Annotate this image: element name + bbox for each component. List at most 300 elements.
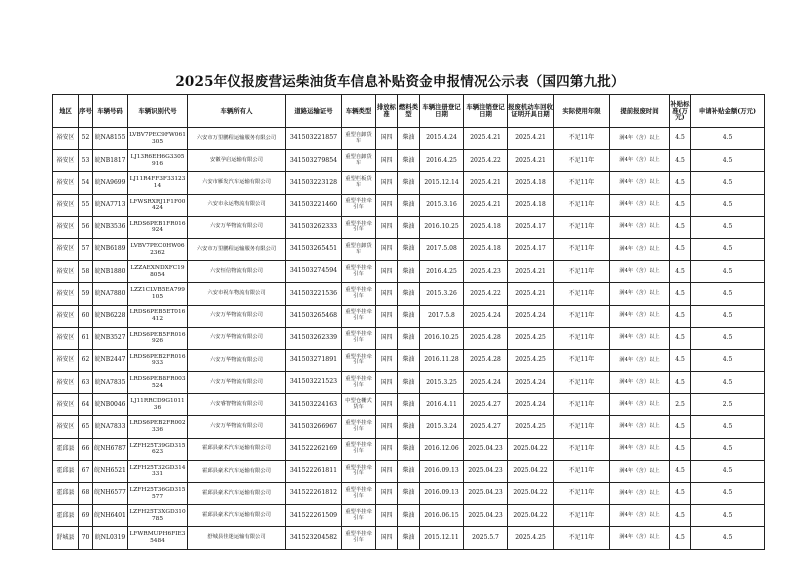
cell-years: 不足11年 xyxy=(554,505,610,527)
cell-plate: 皖NH6521 xyxy=(93,460,128,482)
cell-amount: 4.5 xyxy=(691,261,765,283)
cell-fuel: 柴油 xyxy=(398,394,420,416)
cell-permit: 341503266967 xyxy=(286,416,342,438)
cell-early-time: 满4年（含）以上 xyxy=(610,416,670,438)
cell-emission: 国四 xyxy=(376,483,398,505)
cell-cancel-date: 2025.4.28 xyxy=(464,349,508,371)
cell-fuel: 柴油 xyxy=(398,349,420,371)
table-row xyxy=(53,460,765,482)
cell-recycle-date: 2025.4.21 xyxy=(508,283,554,305)
cell-region: 舒城县 xyxy=(53,527,79,549)
cell-years: 不足11年 xyxy=(554,483,610,505)
cell-permit: 341522261811 xyxy=(286,460,342,482)
cell-reg-date: 2016.4.11 xyxy=(420,394,464,416)
cell-amount: 4.5 xyxy=(691,505,765,527)
table-row xyxy=(53,416,765,438)
cell-vin: LZZ1CLVB5EA799105 xyxy=(128,283,188,305)
cell-standard: 4.5 xyxy=(670,438,691,460)
cell-cancel-date: 2025.4.23 xyxy=(464,261,508,283)
cell-seq: 61 xyxy=(79,327,93,349)
cell-standard: 4.5 xyxy=(670,460,691,482)
cell-early-time: 满4年（含）以上 xyxy=(610,172,670,194)
cell-recycle-date: 2025.4.25 xyxy=(508,327,554,349)
column-header-cancel-date: 车辆注销登记日期 xyxy=(464,95,508,128)
cell-emission: 国四 xyxy=(376,416,398,438)
cell-permit: 341503271891 xyxy=(286,349,342,371)
cell-fuel: 柴油 xyxy=(398,460,420,482)
cell-owner: 六安万华物流有限公司 xyxy=(188,349,286,371)
cell-fuel: 柴油 xyxy=(398,505,420,527)
cell-amount: 4.5 xyxy=(691,460,765,482)
cell-vin: LRDS6PEB2FR002336 xyxy=(128,416,188,438)
table-row xyxy=(53,505,765,527)
cell-amount: 4.5 xyxy=(691,438,765,460)
cell-cancel-date: 2025.4.27 xyxy=(464,416,508,438)
cell-region: 裕安区 xyxy=(53,327,79,349)
table-row xyxy=(53,438,765,460)
column-header-amount: 申请补贴金额(万元) xyxy=(691,95,765,128)
cell-amount: 4.5 xyxy=(691,283,765,305)
cell-owner: 霍邱县豪术汽车运输有限公司 xyxy=(188,438,286,460)
cell-recycle-date: 2025.4.25 xyxy=(508,416,554,438)
cell-emission: 国四 xyxy=(376,305,398,327)
cell-emission: 国四 xyxy=(376,261,398,283)
cell-region: 裕安区 xyxy=(53,305,79,327)
subsidy-table xyxy=(52,94,765,550)
cell-vin: LZZAEXNDXFC198054 xyxy=(128,261,188,283)
cell-emission: 国四 xyxy=(376,527,398,549)
column-header-emission: 排放标准 xyxy=(376,95,398,128)
cell-amount: 4.5 xyxy=(691,150,765,172)
cell-emission: 国四 xyxy=(376,216,398,238)
cell-standard: 4.5 xyxy=(670,261,691,283)
table-row xyxy=(53,172,765,194)
cell-amount: 4.5 xyxy=(691,349,765,371)
cell-recycle-date: 2025.4.24 xyxy=(508,372,554,394)
cell-early-time: 满4年（含）以上 xyxy=(610,327,670,349)
cell-emission: 国四 xyxy=(376,349,398,371)
cell-cancel-date: 2025.4.24 xyxy=(464,372,508,394)
cell-recycle-date: 2025.4.24 xyxy=(508,305,554,327)
cell-recycle-date: 2025.04.22 xyxy=(508,483,554,505)
cell-region: 裕安区 xyxy=(53,261,79,283)
cell-emission: 国四 xyxy=(376,128,398,150)
cell-fuel: 柴油 xyxy=(398,327,420,349)
cell-early-time: 满4年（含）以上 xyxy=(610,438,670,460)
column-header-permit: 道路运输证号 xyxy=(286,95,342,128)
cell-years: 不足11年 xyxy=(554,527,610,549)
cell-vehicle-type: 重型半挂牵引车 xyxy=(342,460,376,482)
cell-region: 裕安区 xyxy=(53,172,79,194)
table-row xyxy=(53,150,765,172)
cell-plate: 皖NL0319 xyxy=(93,527,128,549)
cell-early-time: 满4年（含）以上 xyxy=(610,349,670,371)
cell-vehicle-type: 重型半挂牵引车 xyxy=(342,305,376,327)
cell-owner: 六安市祝车物流有限公司 xyxy=(188,283,286,305)
cell-years: 不足11年 xyxy=(554,438,610,460)
cell-permit: 341503221536 xyxy=(286,283,342,305)
cell-cancel-date: 2025.04.23 xyxy=(464,438,508,460)
cell-reg-date: 2016.12.06 xyxy=(420,438,464,460)
cell-emission: 国四 xyxy=(376,372,398,394)
cell-permit: 341503265451 xyxy=(286,238,342,260)
column-header-owner: 车辆所有人 xyxy=(188,95,286,128)
cell-cancel-date: 2025.4.27 xyxy=(464,394,508,416)
cell-plate: 皖NA7713 xyxy=(93,194,128,216)
cell-vehicle-type: 重型半挂牵引车 xyxy=(342,261,376,283)
cell-standard: 4.5 xyxy=(670,416,691,438)
cell-recycle-date: 2025.4.17 xyxy=(508,216,554,238)
cell-standard: 4.5 xyxy=(670,128,691,150)
cell-vin: LZFH25T39GD315623 xyxy=(128,438,188,460)
cell-fuel: 柴油 xyxy=(398,527,420,549)
cell-fuel: 柴油 xyxy=(398,438,420,460)
cell-seq: 63 xyxy=(79,372,93,394)
cell-vin: LZFH25T3XGD310785 xyxy=(128,505,188,527)
cell-vehicle-type: 重型半挂牵引车 xyxy=(342,416,376,438)
cell-cancel-date: 2025.4.21 xyxy=(464,128,508,150)
cell-reg-date: 2016.10.25 xyxy=(420,216,464,238)
cell-seq: 60 xyxy=(79,305,93,327)
cell-vehicle-type: 重型半挂牵引车 xyxy=(342,283,376,305)
column-header-vin: 车辆识别代号 xyxy=(128,95,188,128)
cell-cancel-date: 2025.4.18 xyxy=(464,238,508,260)
cell-reg-date: 2015.3.26 xyxy=(420,283,464,305)
cell-standard: 4.5 xyxy=(670,150,691,172)
cell-reg-date: 2016.10.25 xyxy=(420,327,464,349)
cell-cancel-date: 2025.4.28 xyxy=(464,327,508,349)
column-header-recycle-date: 报废机动车回收证明开具日期 xyxy=(508,95,554,128)
cell-plate: 皖NH6577 xyxy=(93,483,128,505)
cell-plate: 皖NB3536 xyxy=(93,216,128,238)
cell-vin: LJ13R6EH6G3305916 xyxy=(128,150,188,172)
cell-early-time: 满4年（含）以上 xyxy=(610,305,670,327)
table-row xyxy=(53,305,765,327)
cell-recycle-date: 2025.4.21 xyxy=(508,150,554,172)
cell-plate: 皖NB1880 xyxy=(93,261,128,283)
cell-early-time: 满4年（含）以上 xyxy=(610,527,670,549)
cell-years: 不足11年 xyxy=(554,172,610,194)
cell-early-time: 满4年（含）以上 xyxy=(610,460,670,482)
cell-permit: 341503224163 xyxy=(286,394,342,416)
cell-amount: 4.5 xyxy=(691,327,765,349)
cell-early-time: 满4年（含）以上 xyxy=(610,283,670,305)
cell-fuel: 柴油 xyxy=(398,483,420,505)
cell-reg-date: 2015.3.25 xyxy=(420,372,464,394)
cell-emission: 国四 xyxy=(376,327,398,349)
cell-vehicle-type: 中型仓栅式货车 xyxy=(342,394,376,416)
cell-vin: LRDS6PEB5ET016412 xyxy=(128,305,188,327)
cell-seq: 59 xyxy=(79,283,93,305)
cell-years: 不足11年 xyxy=(554,460,610,482)
cell-owner: 霍邱县豪术汽车运输有限公司 xyxy=(188,483,286,505)
cell-fuel: 柴油 xyxy=(398,261,420,283)
cell-standard: 4.5 xyxy=(670,172,691,194)
cell-amount: 4.5 xyxy=(691,483,765,505)
cell-recycle-date: 2025.04.22 xyxy=(508,438,554,460)
cell-standard: 4.5 xyxy=(670,283,691,305)
cell-seq: 67 xyxy=(79,460,93,482)
cell-early-time: 满4年（含）以上 xyxy=(610,505,670,527)
cell-permit: 341503221523 xyxy=(286,372,342,394)
cell-amount: 4.5 xyxy=(691,372,765,394)
cell-reg-date: 2015.3.24 xyxy=(420,416,464,438)
table-row xyxy=(53,194,765,216)
cell-emission: 国四 xyxy=(376,238,398,260)
cell-region: 霍邱县 xyxy=(53,505,79,527)
cell-vehicle-type: 重型自卸货车 xyxy=(342,150,376,172)
cell-permit: 341503221460 xyxy=(286,194,342,216)
cell-standard: 4.5 xyxy=(670,372,691,394)
cell-seq: 66 xyxy=(79,438,93,460)
cell-reg-date: 2017.5.08 xyxy=(420,238,464,260)
cell-vehicle-type: 重型半挂牵引车 xyxy=(342,372,376,394)
cell-owner: 六安睿智物流有限公司 xyxy=(188,394,286,416)
cell-recycle-date: 2025.4.21 xyxy=(508,128,554,150)
cell-reg-date: 2015.4.24 xyxy=(420,128,464,150)
cell-region: 裕安区 xyxy=(53,194,79,216)
cell-seq: 62 xyxy=(79,349,93,371)
cell-reg-date: 2016.09.13 xyxy=(420,483,464,505)
cell-amount: 4.5 xyxy=(691,238,765,260)
cell-fuel: 柴油 xyxy=(398,416,420,438)
cell-plate: 皖NB6189 xyxy=(93,238,128,260)
cell-permit: 341503265468 xyxy=(286,305,342,327)
cell-reg-date: 2015.12.14 xyxy=(420,172,464,194)
cell-vehicle-type: 重型自卸货车 xyxy=(342,238,376,260)
cell-seq: 64 xyxy=(79,394,93,416)
cell-fuel: 柴油 xyxy=(398,128,420,150)
cell-emission: 国四 xyxy=(376,438,398,460)
cell-amount: 4.5 xyxy=(691,305,765,327)
cell-plate: 皖NA8155 xyxy=(93,128,128,150)
cell-vehicle-type: 重型半挂牵引车 xyxy=(342,483,376,505)
cell-vehicle-type: 重型半挂牵引车 xyxy=(342,216,376,238)
cell-fuel: 柴油 xyxy=(398,283,420,305)
cell-years: 不足11年 xyxy=(554,372,610,394)
cell-vehicle-type: 重型自卸货车 xyxy=(342,128,376,150)
column-header-years: 实际使用年限 xyxy=(554,95,610,128)
table-row xyxy=(53,527,765,549)
cell-emission: 国四 xyxy=(376,505,398,527)
cell-emission: 国四 xyxy=(376,150,398,172)
cell-fuel: 柴油 xyxy=(398,172,420,194)
cell-fuel: 柴油 xyxy=(398,150,420,172)
cell-standard: 4.5 xyxy=(670,505,691,527)
column-header-reg-date: 车辆注册登记日期 xyxy=(420,95,464,128)
cell-vin: LJ11R4FF3F3312314 xyxy=(128,172,188,194)
cell-plate: 皖NB6228 xyxy=(93,305,128,327)
cell-recycle-date: 2025.4.17 xyxy=(508,238,554,260)
cell-cancel-date: 2025.04.23 xyxy=(464,505,508,527)
cell-standard: 4.5 xyxy=(670,349,691,371)
cell-owner: 六安恒信物流有限公司 xyxy=(188,261,286,283)
cell-cancel-date: 2025.4.22 xyxy=(464,150,508,172)
cell-fuel: 柴油 xyxy=(398,194,420,216)
table-row xyxy=(53,216,765,238)
cell-recycle-date: 2025.4.18 xyxy=(508,194,554,216)
cell-recycle-date: 2025.4.24 xyxy=(508,394,554,416)
cell-years: 不足11年 xyxy=(554,150,610,172)
cell-region: 裕安区 xyxy=(53,128,79,150)
cell-cancel-date: 2025.4.21 xyxy=(464,172,508,194)
cell-standard: 2.5 xyxy=(670,394,691,416)
cell-plate: 皖NB1817 xyxy=(93,150,128,172)
cell-emission: 国四 xyxy=(376,172,398,194)
cell-years: 不足11年 xyxy=(554,349,610,371)
cell-vehicle-type: 重型栏板货车 xyxy=(342,172,376,194)
cell-region: 裕安区 xyxy=(53,416,79,438)
cell-region: 裕安区 xyxy=(53,150,79,172)
table-body xyxy=(53,128,765,550)
cell-years: 不足11年 xyxy=(554,394,610,416)
cell-plate: 皖NA7880 xyxy=(93,283,128,305)
cell-vehicle-type: 重型半挂牵引车 xyxy=(342,349,376,371)
cell-recycle-date: 2025.4.25 xyxy=(508,527,554,549)
document-title: 2025年仪报废营运柴油货车信息补贴资金申报情况公示表（国四第九批） xyxy=(175,74,625,90)
cell-plate: 皖NA7833 xyxy=(93,416,128,438)
cell-vehicle-type: 重型半挂牵引车 xyxy=(342,527,376,549)
column-header-plate: 车辆号码 xyxy=(93,95,128,128)
cell-amount: 4.5 xyxy=(691,216,765,238)
cell-years: 不足11年 xyxy=(554,128,610,150)
cell-years: 不足11年 xyxy=(554,261,610,283)
cell-cancel-date: 2025.04.23 xyxy=(464,460,508,482)
cell-region: 裕安区 xyxy=(53,349,79,371)
cell-vin: LRDS6PEB8FR003524 xyxy=(128,372,188,394)
cell-vin: LRDS6PEB1FR016924 xyxy=(128,216,188,238)
cell-recycle-date: 2025.04.22 xyxy=(508,460,554,482)
table-header-row xyxy=(53,95,765,128)
cell-region: 裕安区 xyxy=(53,216,79,238)
cell-amount: 4.5 xyxy=(691,128,765,150)
cell-seq: 55 xyxy=(79,194,93,216)
cell-plate: 皖NA9699 xyxy=(93,172,128,194)
cell-years: 不足11年 xyxy=(554,283,610,305)
cell-early-time: 满4年（含）以上 xyxy=(610,483,670,505)
cell-amount: 4.5 xyxy=(691,194,765,216)
cell-years: 不足11年 xyxy=(554,216,610,238)
cell-region: 霍邱县 xyxy=(53,483,79,505)
cell-reg-date: 2015.3.16 xyxy=(420,194,464,216)
cell-owner: 舒城县佳迷运输有限公司 xyxy=(188,527,286,549)
cell-permit: 341503262333 xyxy=(286,216,342,238)
cell-amount: 4.5 xyxy=(691,172,765,194)
cell-plate: 皖NH6787 xyxy=(93,438,128,460)
cell-owner: 六安万华物流有限公司 xyxy=(188,305,286,327)
table-row xyxy=(53,283,765,305)
cell-vehicle-type: 重型半挂牵引车 xyxy=(342,438,376,460)
cell-reg-date: 2016.09.13 xyxy=(420,460,464,482)
cell-cancel-date: 2025.04.23 xyxy=(464,483,508,505)
cell-vin: LFWSRXRJ1F1F00424 xyxy=(128,194,188,216)
cell-vin: LVBV7PEC0HW062362 xyxy=(128,238,188,260)
cell-permit: 341522261812 xyxy=(286,483,342,505)
cell-early-time: 满4年（含）以上 xyxy=(610,128,670,150)
cell-early-time: 满4年（含）以上 xyxy=(610,238,670,260)
cell-vehicle-type: 重型半挂牵引车 xyxy=(342,505,376,527)
cell-early-time: 满4年（含）以上 xyxy=(610,194,670,216)
cell-region: 霍邱县 xyxy=(53,438,79,460)
cell-plate: 皖NB0046 xyxy=(93,394,128,416)
cell-standard: 4.5 xyxy=(670,216,691,238)
cell-years: 不足11年 xyxy=(554,416,610,438)
cell-seq: 57 xyxy=(79,238,93,260)
cell-standard: 4.5 xyxy=(670,238,691,260)
cell-permit: 341523204582 xyxy=(286,527,342,549)
table-row xyxy=(53,349,765,371)
cell-years: 不足11年 xyxy=(554,327,610,349)
cell-reg-date: 2016.4.25 xyxy=(420,150,464,172)
cell-fuel: 柴油 xyxy=(398,372,420,394)
column-header-region: 地区 xyxy=(53,95,79,128)
table-row xyxy=(53,327,765,349)
cell-permit: 341522262169 xyxy=(286,438,342,460)
cell-vehicle-type: 重型半挂牵引车 xyxy=(342,194,376,216)
cell-permit: 341503279854 xyxy=(286,150,342,172)
cell-seq: 58 xyxy=(79,261,93,283)
cell-region: 裕安区 xyxy=(53,372,79,394)
cell-permit: 341503221857 xyxy=(286,128,342,150)
table-row xyxy=(53,128,765,150)
cell-owner: 六安市雁发汽车运输有限公司 xyxy=(188,172,286,194)
cell-reg-date: 2015.12.11 xyxy=(420,527,464,549)
cell-vin: LZFH25T32GD314331 xyxy=(128,460,188,482)
cell-fuel: 柴油 xyxy=(398,238,420,260)
cell-region: 裕安区 xyxy=(53,283,79,305)
cell-early-time: 满4年（含）以上 xyxy=(610,261,670,283)
cell-fuel: 柴油 xyxy=(398,305,420,327)
cell-cancel-date: 2025.5.7 xyxy=(464,527,508,549)
cell-amount: 4.5 xyxy=(691,416,765,438)
cell-plate: 皖NB2447 xyxy=(93,349,128,371)
cell-standard: 4.5 xyxy=(670,305,691,327)
cell-recycle-date: 2025.04.22 xyxy=(508,505,554,527)
cell-region: 裕安区 xyxy=(53,394,79,416)
cell-plate: 皖NB3527 xyxy=(93,327,128,349)
cell-cancel-date: 2025.4.22 xyxy=(464,283,508,305)
cell-owner: 六安市万里鹏程运输服务有限公司 xyxy=(188,128,286,150)
cell-emission: 国四 xyxy=(376,460,398,482)
cell-emission: 国四 xyxy=(376,394,398,416)
cell-seq: 68 xyxy=(79,483,93,505)
cell-seq: 52 xyxy=(79,128,93,150)
cell-vehicle-type: 重型半挂牵引车 xyxy=(342,327,376,349)
cell-owner: 六安万华物流有限公司 xyxy=(188,372,286,394)
cell-vin: LZFH25T36GD315577 xyxy=(128,483,188,505)
cell-emission: 国四 xyxy=(376,194,398,216)
column-header-early-time: 提前报废时间 xyxy=(610,95,670,128)
cell-seq: 69 xyxy=(79,505,93,527)
cell-seq: 56 xyxy=(79,216,93,238)
cell-early-time: 满4年（含）以上 xyxy=(610,372,670,394)
table-row xyxy=(53,483,765,505)
cell-years: 不足11年 xyxy=(554,305,610,327)
cell-region: 裕安区 xyxy=(53,238,79,260)
cell-seq: 65 xyxy=(79,416,93,438)
table-row xyxy=(53,372,765,394)
cell-owner: 六安万华物流有限公司 xyxy=(188,416,286,438)
cell-emission: 国四 xyxy=(376,283,398,305)
cell-years: 不足11年 xyxy=(554,194,610,216)
cell-owner: 六安市万里鹏程运输服务有限公司 xyxy=(188,238,286,260)
cell-early-time: 满4年（含）以上 xyxy=(610,150,670,172)
cell-reg-date: 2017.5.8 xyxy=(420,305,464,327)
cell-seq: 54 xyxy=(79,172,93,194)
cell-plate: 皖NH6401 xyxy=(93,505,128,527)
cell-standard: 4.5 xyxy=(670,194,691,216)
cell-plate: 皖NA7835 xyxy=(93,372,128,394)
